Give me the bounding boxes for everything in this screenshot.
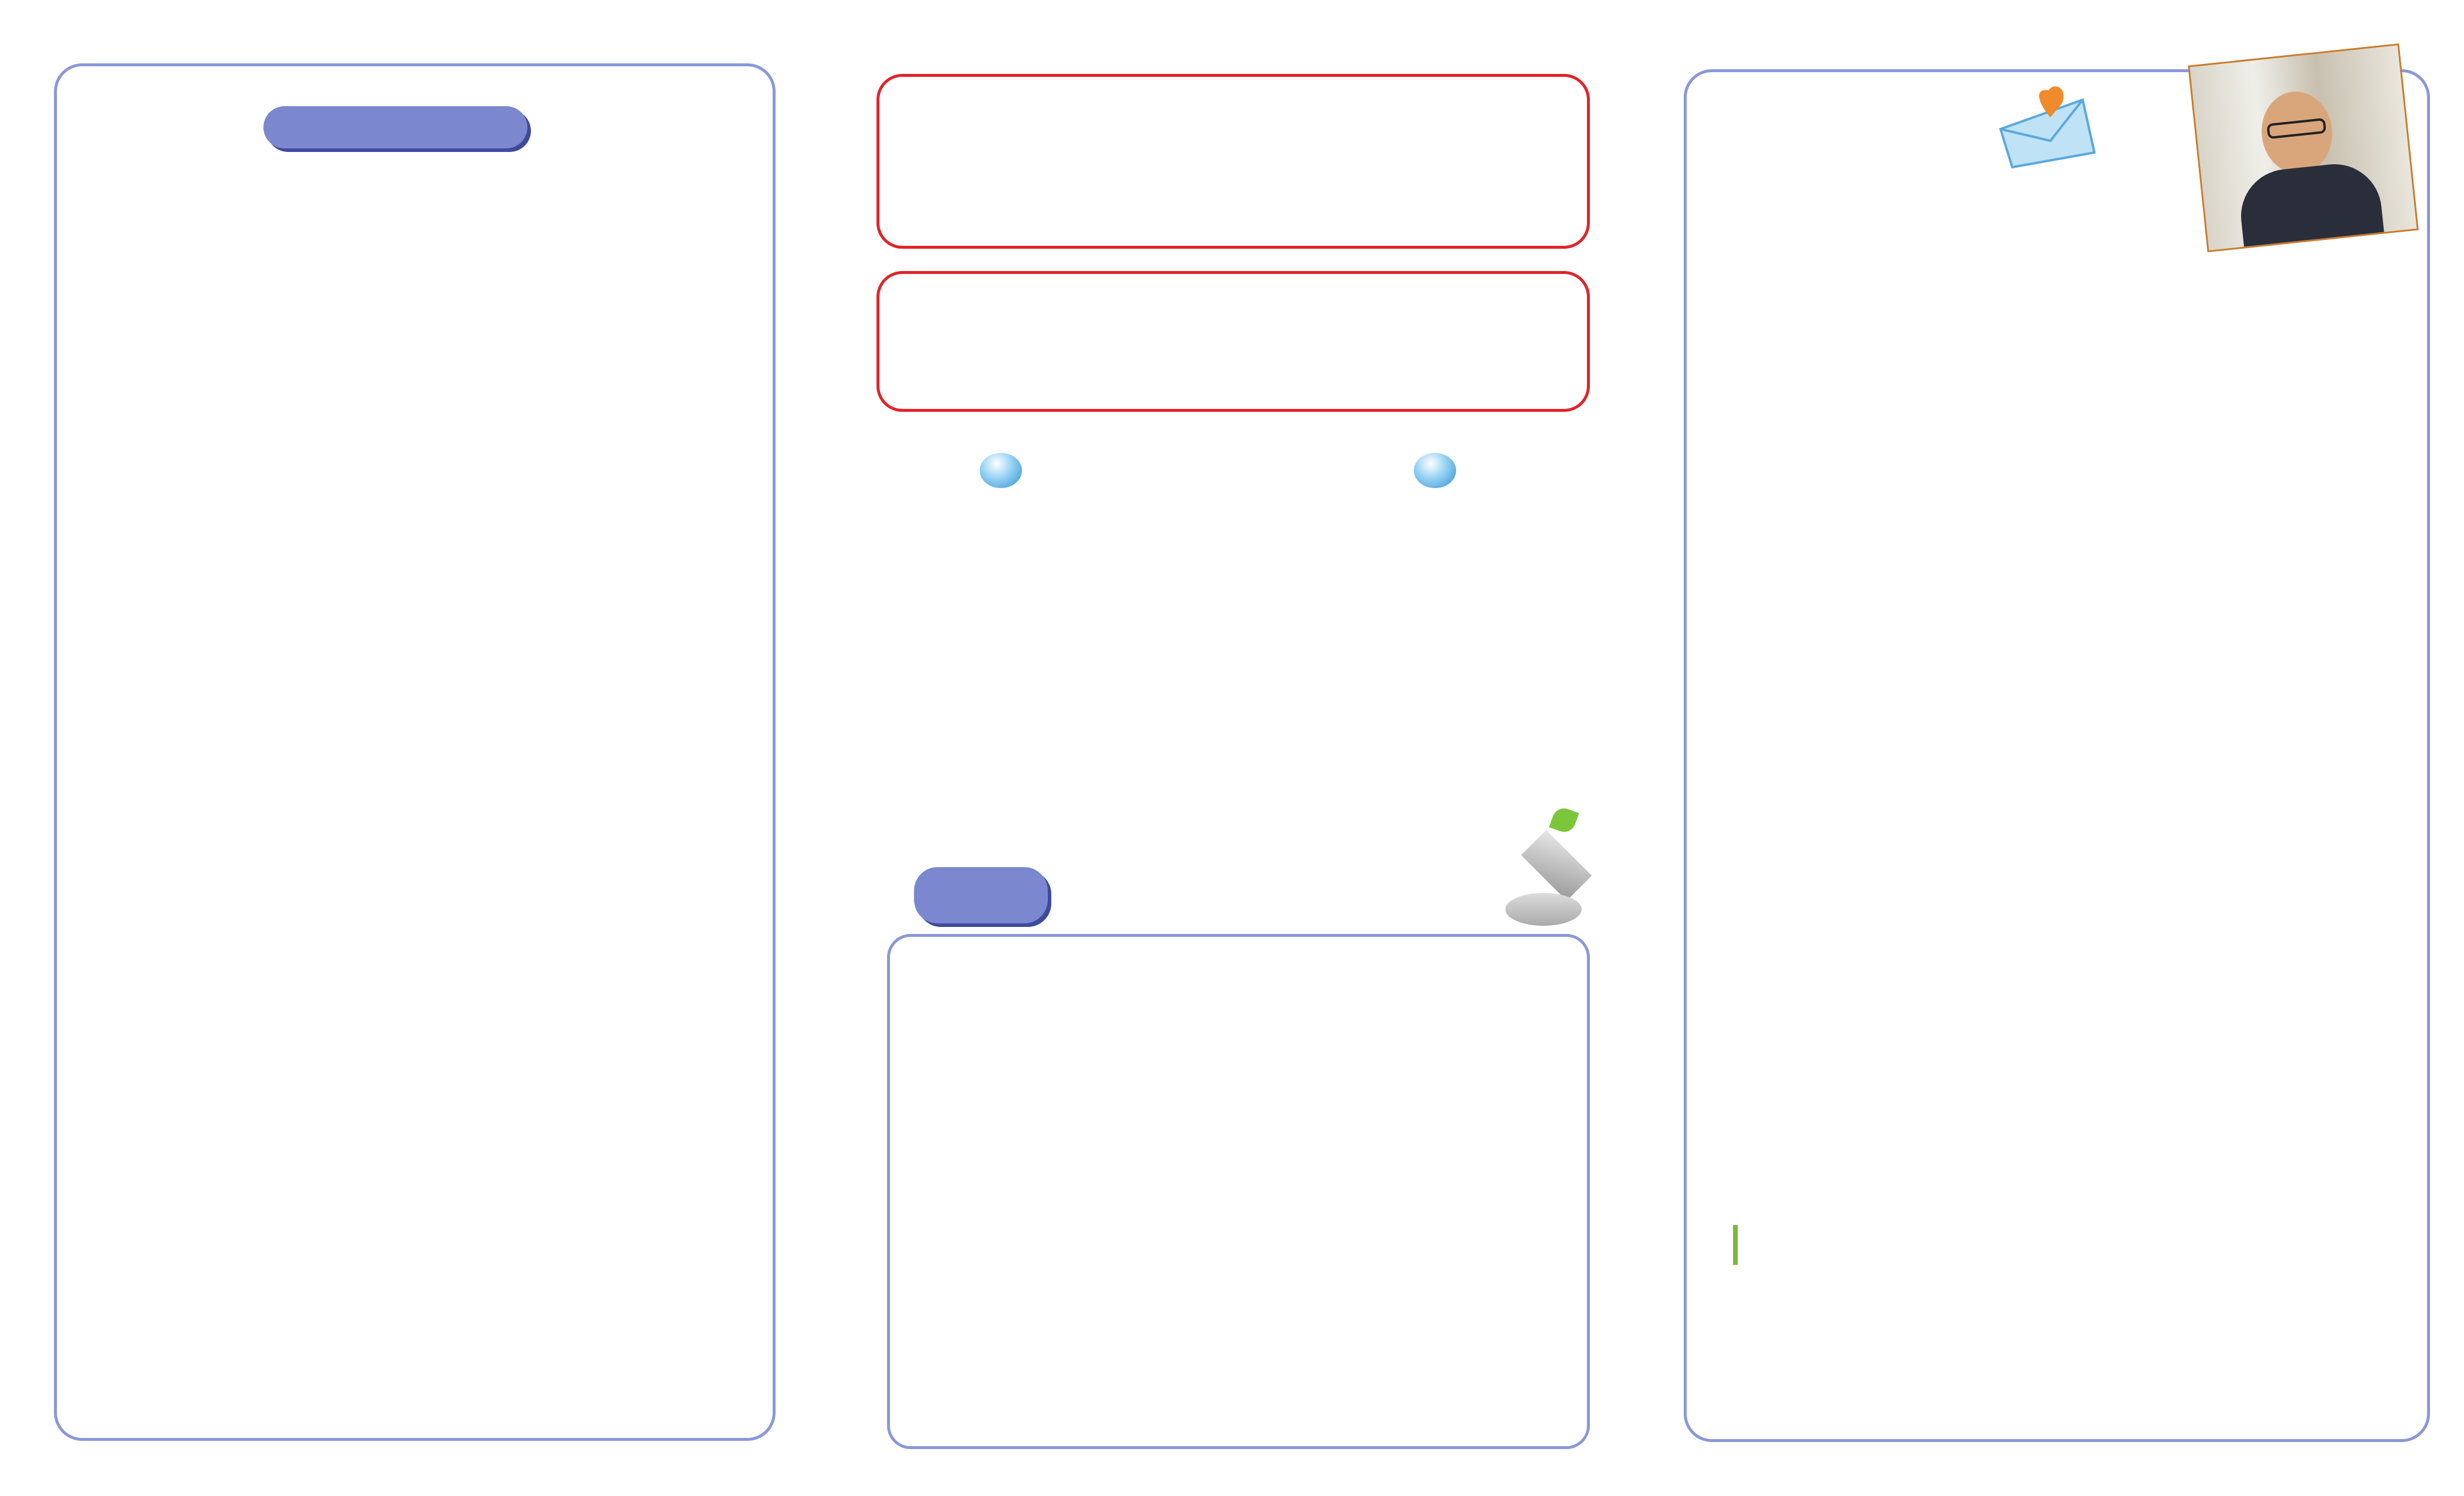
bubble-icon-right: [1414, 453, 1456, 488]
next-week-box: [876, 74, 1590, 249]
diamond-shape: [1521, 830, 1592, 901]
wednesday-box: [876, 271, 1590, 412]
envelope-heart-icon: [1995, 82, 2100, 170]
reading-table-title: [1734, 1226, 1737, 1264]
oval-shape: [1505, 893, 1582, 926]
catechism-answer: [80, 656, 168, 769]
pastor-letter-panel: [1684, 69, 2430, 1442]
offering-panel: [887, 934, 1590, 1449]
reading-table: [1733, 1225, 1738, 1265]
bubble-icon-left: [980, 453, 1022, 488]
answer-line-2: [80, 688, 168, 710]
answer-line-3: [80, 716, 168, 738]
pastor-photo: [2188, 43, 2418, 252]
answer-line-4: [80, 744, 168, 766]
green-leaf-icon: [1549, 805, 1579, 835]
offering-title: [914, 867, 1048, 923]
worship-title: [263, 106, 527, 148]
reading-table-header: [1734, 1226, 1737, 1264]
worship-order-panel: [54, 63, 776, 1441]
